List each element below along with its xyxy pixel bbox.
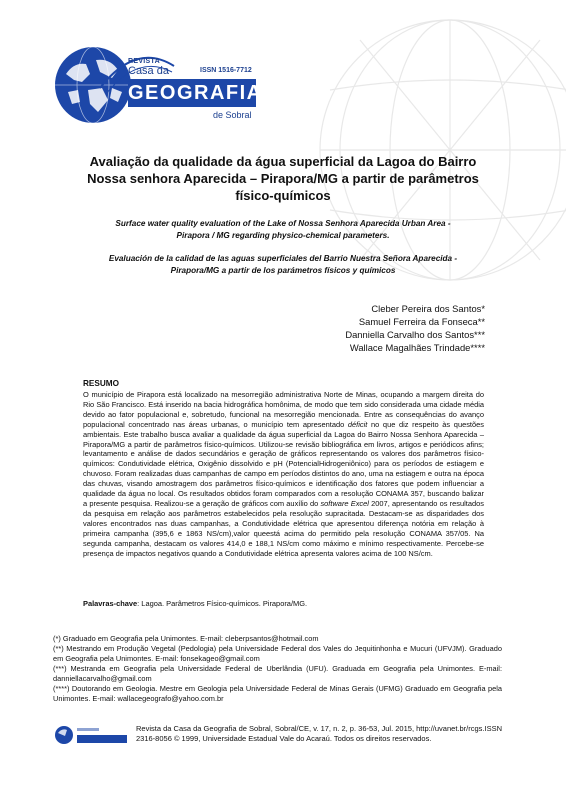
keywords bbox=[83, 599, 307, 608]
logo-geografia-banner: GEOGRAFIA bbox=[128, 79, 256, 107]
logo-issn-text: ISSN 1516-7712 bbox=[200, 67, 252, 74]
footnote: (**) Mestrando em Produção Vegetal (Pedologia) pela Universidade Federal dos Vales do Jequitinhonha e Mucuri (UFVJM). Graduado em Geografia pela Unimontes. E-mail: fonsekageo@gmail.com bbox=[53, 644, 502, 663]
abstract-emphasis: déficit bbox=[347, 419, 368, 429]
footnote: (*) Graduado em Geografia pela Unimontes. E-mail: cleberpsantos@hotmail.com bbox=[53, 634, 319, 643]
abstract-text: O município de Pirapora está localizado na mesorregião administrativa Norte de Minas, ocupando a margem direita do Rio São Francisco. Está inserido na bacia hidrográfica homônima, de modo que tem sido considerada uma cidade média devido ao fator populacional e, sobretudo, funcional na mesorregião mencionada. Entre as consequências do avanço populacional concentrado nas áreas urbanas, o município tem apresentado bbox=[83, 390, 484, 429]
title-line: Avaliação da qualidade da água superficial da Lagoa do Bairro bbox=[89, 154, 477, 169]
citation-text: Revista da Casa da Geografia de Sobral, Sobral/CE, v. 17, n. 2, p. 36-53, Jul. 2015, http://uvanet.br/rcgs.ISSN 2316-8056 © 1999, Universidade Estadual Vale do Acaraú. Todos os direitos reservados. bbox=[136, 724, 502, 743]
author-footnotes bbox=[53, 634, 502, 704]
author-list bbox=[345, 302, 485, 354]
abstract-text: 2007, apresentando os resultados da pesquisa em relação aos parâmetros estabelecidos pela resolução supracitada. Destacam-se as disparidades dos valores encontrados nas duas campanhas, a Condutividade elétrica que apresentou diferença notória em relação à primeira campanha (395,6 e 1863 NS/cm),valor queestá acima do permitido pela resolução CONAMA 357/05. Na segunda campanha, destacam os valores 414,0 e 188,1 NS/cm como máximo e mínimo respectivamente. Percebe-se presença de impactos negativos quando a Condutividade elétrica apresenta valores acima de 100 NS/cm. bbox=[83, 498, 484, 558]
abstract-text: no que diz respeito às questões ambientais. Este trabalho busca avaliar a qualidade da água superficial da Lagoa do Bairro Nossa Senhora Aparecida – Pirapora/MG a partir de parâmetros físico-químicos. Utilizou-se revisão bibliográfica em livros, artigos e periódicos afins; levantamento e análise de dados secundários e geração de gráficos representando os valores dos parâmetros físico-químicos: Condutividade elétrica, Oxigênio dissolvido e pH (PotencialHidrogeniônico) para os períodos de estiagem e chuvoso. Foram realizadas duas campanhas de campo em períodos distintos do ano, uma na estiagem e outra na época das chuvas, visando amostragem dos parâmetros físico-químicos e identificação dos fatores que podem influenciar a qualidade da água no local. Os resultados obtidos foram comparados com a resolução CONAMA 357, buscando balizar a presente pesquisa. Realizou-se a geração de gráficos com auxílio do bbox=[83, 419, 484, 508]
english-title bbox=[84, 218, 482, 242]
abstract-emphasis: software Excel bbox=[320, 498, 369, 508]
title-line: Nossa senhora Aparecida – Pirapora/MG a partir de parâmetros bbox=[87, 171, 479, 186]
subtitle-line: Surface water quality evaluation of the Lake of Nossa Senhora Aparecida Urban Area - bbox=[115, 219, 451, 228]
logo-sobral-text: de Sobral bbox=[213, 110, 252, 120]
footer-journal-logo bbox=[53, 724, 133, 746]
subtitle-line: Pirapora/MG a partir de los parámetros físicos y químicos bbox=[170, 266, 396, 275]
abstract-body bbox=[83, 390, 484, 558]
abstract-heading: RESUMO bbox=[83, 379, 119, 388]
author-name: Samuel Ferreira da Fonseca** bbox=[358, 316, 485, 327]
keywords-label: Palavras-chave bbox=[83, 599, 138, 608]
spanish-title bbox=[84, 253, 482, 277]
subtitle-line: Evaluación de la calidad de las aguas superficiales del Barrio Nuestra Señora Aparecida - bbox=[108, 254, 458, 263]
author-name: Cleber Pereira dos Santos* bbox=[371, 303, 485, 314]
title-line: físico-químicos bbox=[235, 188, 331, 203]
subtitle-line: Pirapora / MG regarding physico-chemical parameters. bbox=[176, 231, 390, 240]
author-name: Wallace Magalhães Trindade**** bbox=[349, 342, 485, 353]
logo-revista-text: REVISTA bbox=[128, 58, 160, 65]
logo-casa-da-text: Casa da bbox=[128, 65, 169, 77]
keywords-value: : Lagoa. Parâmetros Físico-químicos. Pirapora/MG. bbox=[137, 599, 308, 608]
footnote: (****) Doutorando em Geologia. Mestre em Geologia pela Universidade Federal de Minas Gerais (UFMG) Graduado em Geografia pela Unimontes. E-mail: wallacegeografo@yahoo.com.br bbox=[53, 684, 502, 703]
article-title bbox=[60, 153, 506, 204]
footnote: (***) Mestranda em Geografia pela Universidade Federal de Uberlândia (UFU). Graduada em Geografia pela Unimontes. E-mail: danniellacarvalho@gmail.com bbox=[53, 664, 502, 683]
author-name: Danniella Carvalho dos Santos*** bbox=[345, 329, 485, 340]
